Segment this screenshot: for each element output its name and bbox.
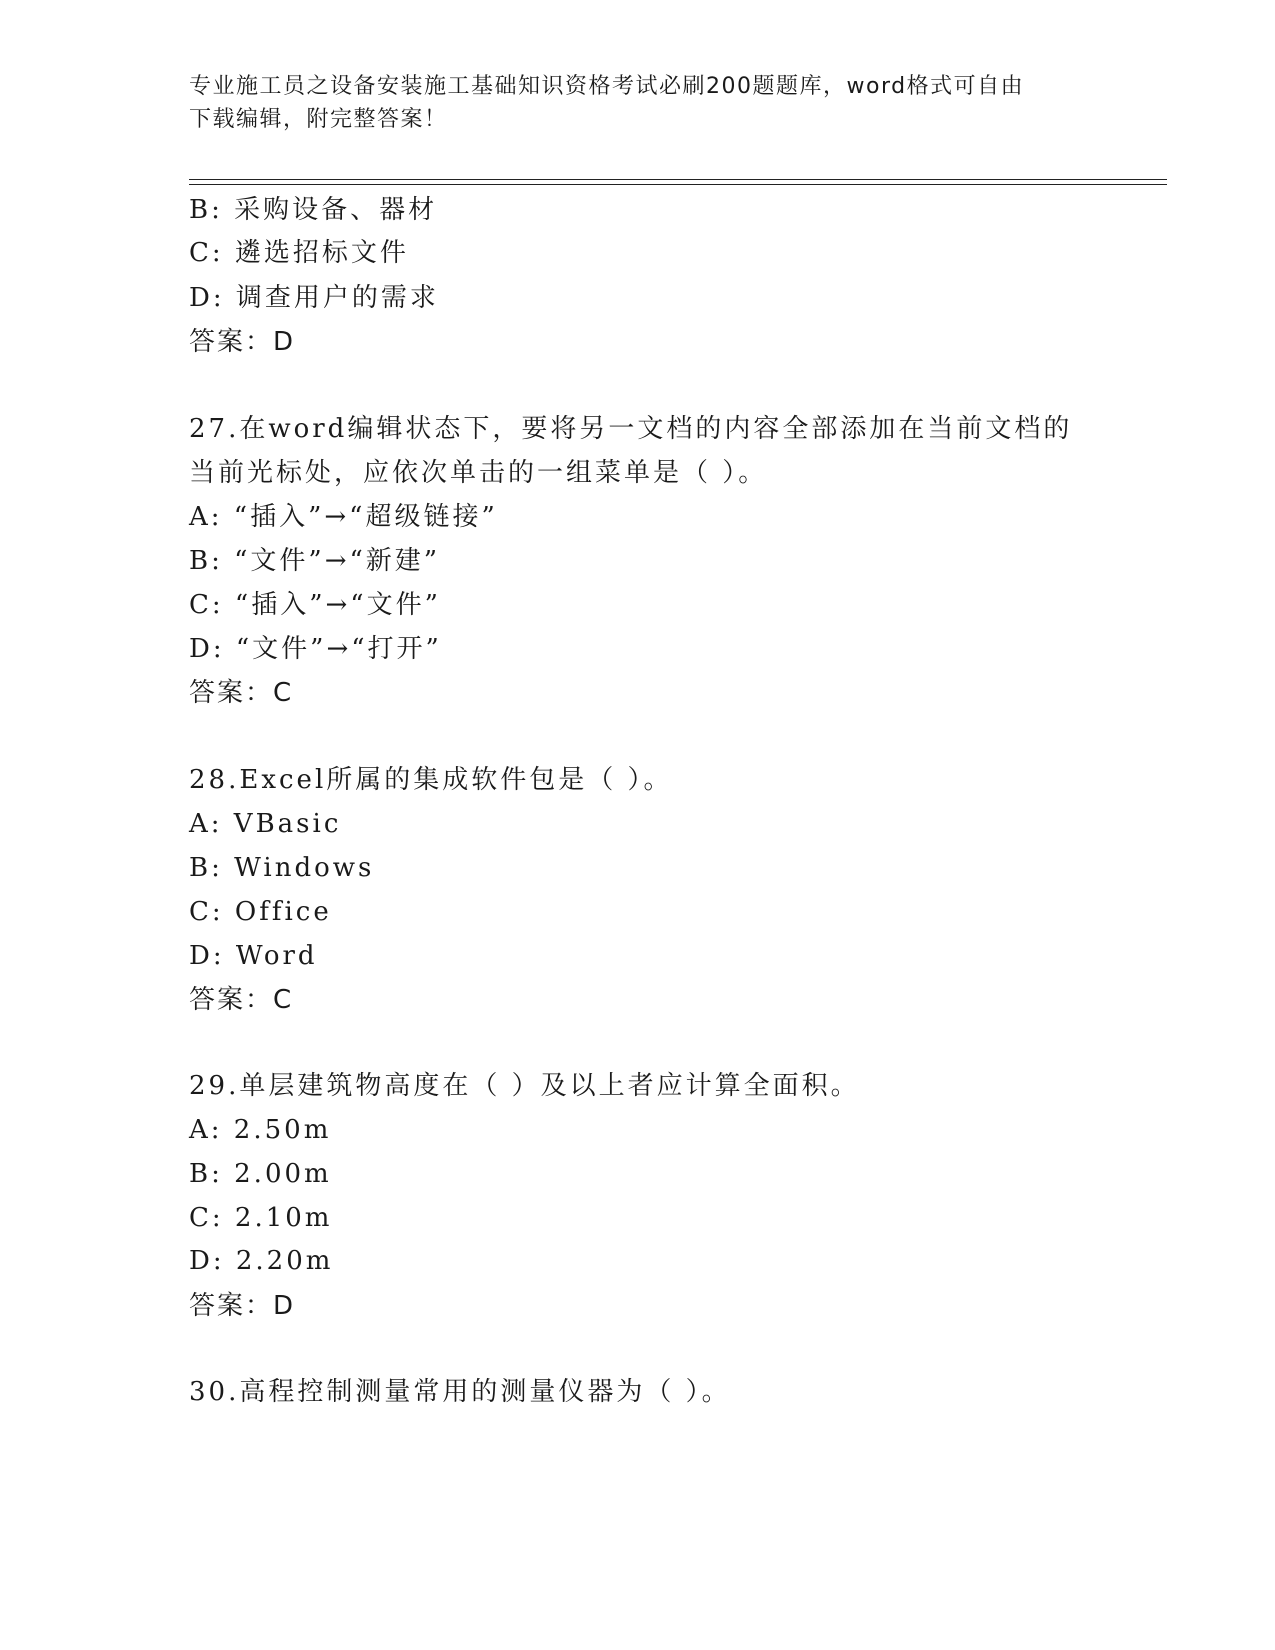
document-header (189, 70, 1089, 136)
q28-answer: 答案：C (189, 985, 294, 1015)
q27-answer: 答案：C (189, 678, 294, 708)
q29-option-a: A: 2.50m (189, 1115, 332, 1145)
q26-option-c: C: 遴选招标文件 (189, 238, 409, 268)
q29-option-d: D: 2.20m (189, 1246, 334, 1276)
q28-option-a: A: VBasic (189, 809, 342, 839)
q26-answer: 答案：D (189, 327, 296, 357)
q26-option-d: D: 调查用户的需求 (189, 283, 439, 313)
q29-option-b: B: 2.00m (189, 1159, 332, 1189)
header-divider-top (189, 179, 1167, 180)
header-line-1: 专业施工员之设备安装施工基础知识资格考试必刷200题题库，word格式可自由 (189, 74, 1025, 99)
q27-option-b: B: “文件”→“新建” (189, 546, 441, 576)
q29-option-c: C: 2.10m (189, 1203, 333, 1233)
q28-option-b: B: Windows (189, 853, 375, 883)
q27-question-line-1: 27.在word编辑状态下，要将另一文档的内容全部添加在当前文档的 (189, 414, 1073, 444)
q27-question-line-2: 当前光标处，应依次单击的一组菜单是（ ）。 (189, 458, 768, 488)
q30-question: 30.高程控制测量常用的测量仪器为（ ）。 (189, 1377, 731, 1407)
q29-question: 29.单层建筑物高度在（ ）及以上者应计算全面积。 (189, 1071, 860, 1101)
q28-option-c: C: Office (189, 897, 332, 927)
q29-answer: 答案：D (189, 1291, 296, 1321)
header-line-2: 下载编辑，附完整答案！ (189, 107, 448, 132)
q26-option-b: B: 采购设备、器材 (189, 195, 438, 225)
q28-option-d: D: Word (189, 941, 318, 971)
q27-option-c: C: “插入”→“文件” (189, 590, 441, 620)
q27-option-a: A: “插入”→“超级链接” (189, 502, 498, 532)
q27-option-d: D: “文件”→“打开” (189, 634, 442, 664)
header-divider-bottom (189, 184, 1167, 185)
q28-question: 28.Excel所属的集成软件包是（ ）。 (189, 765, 673, 795)
